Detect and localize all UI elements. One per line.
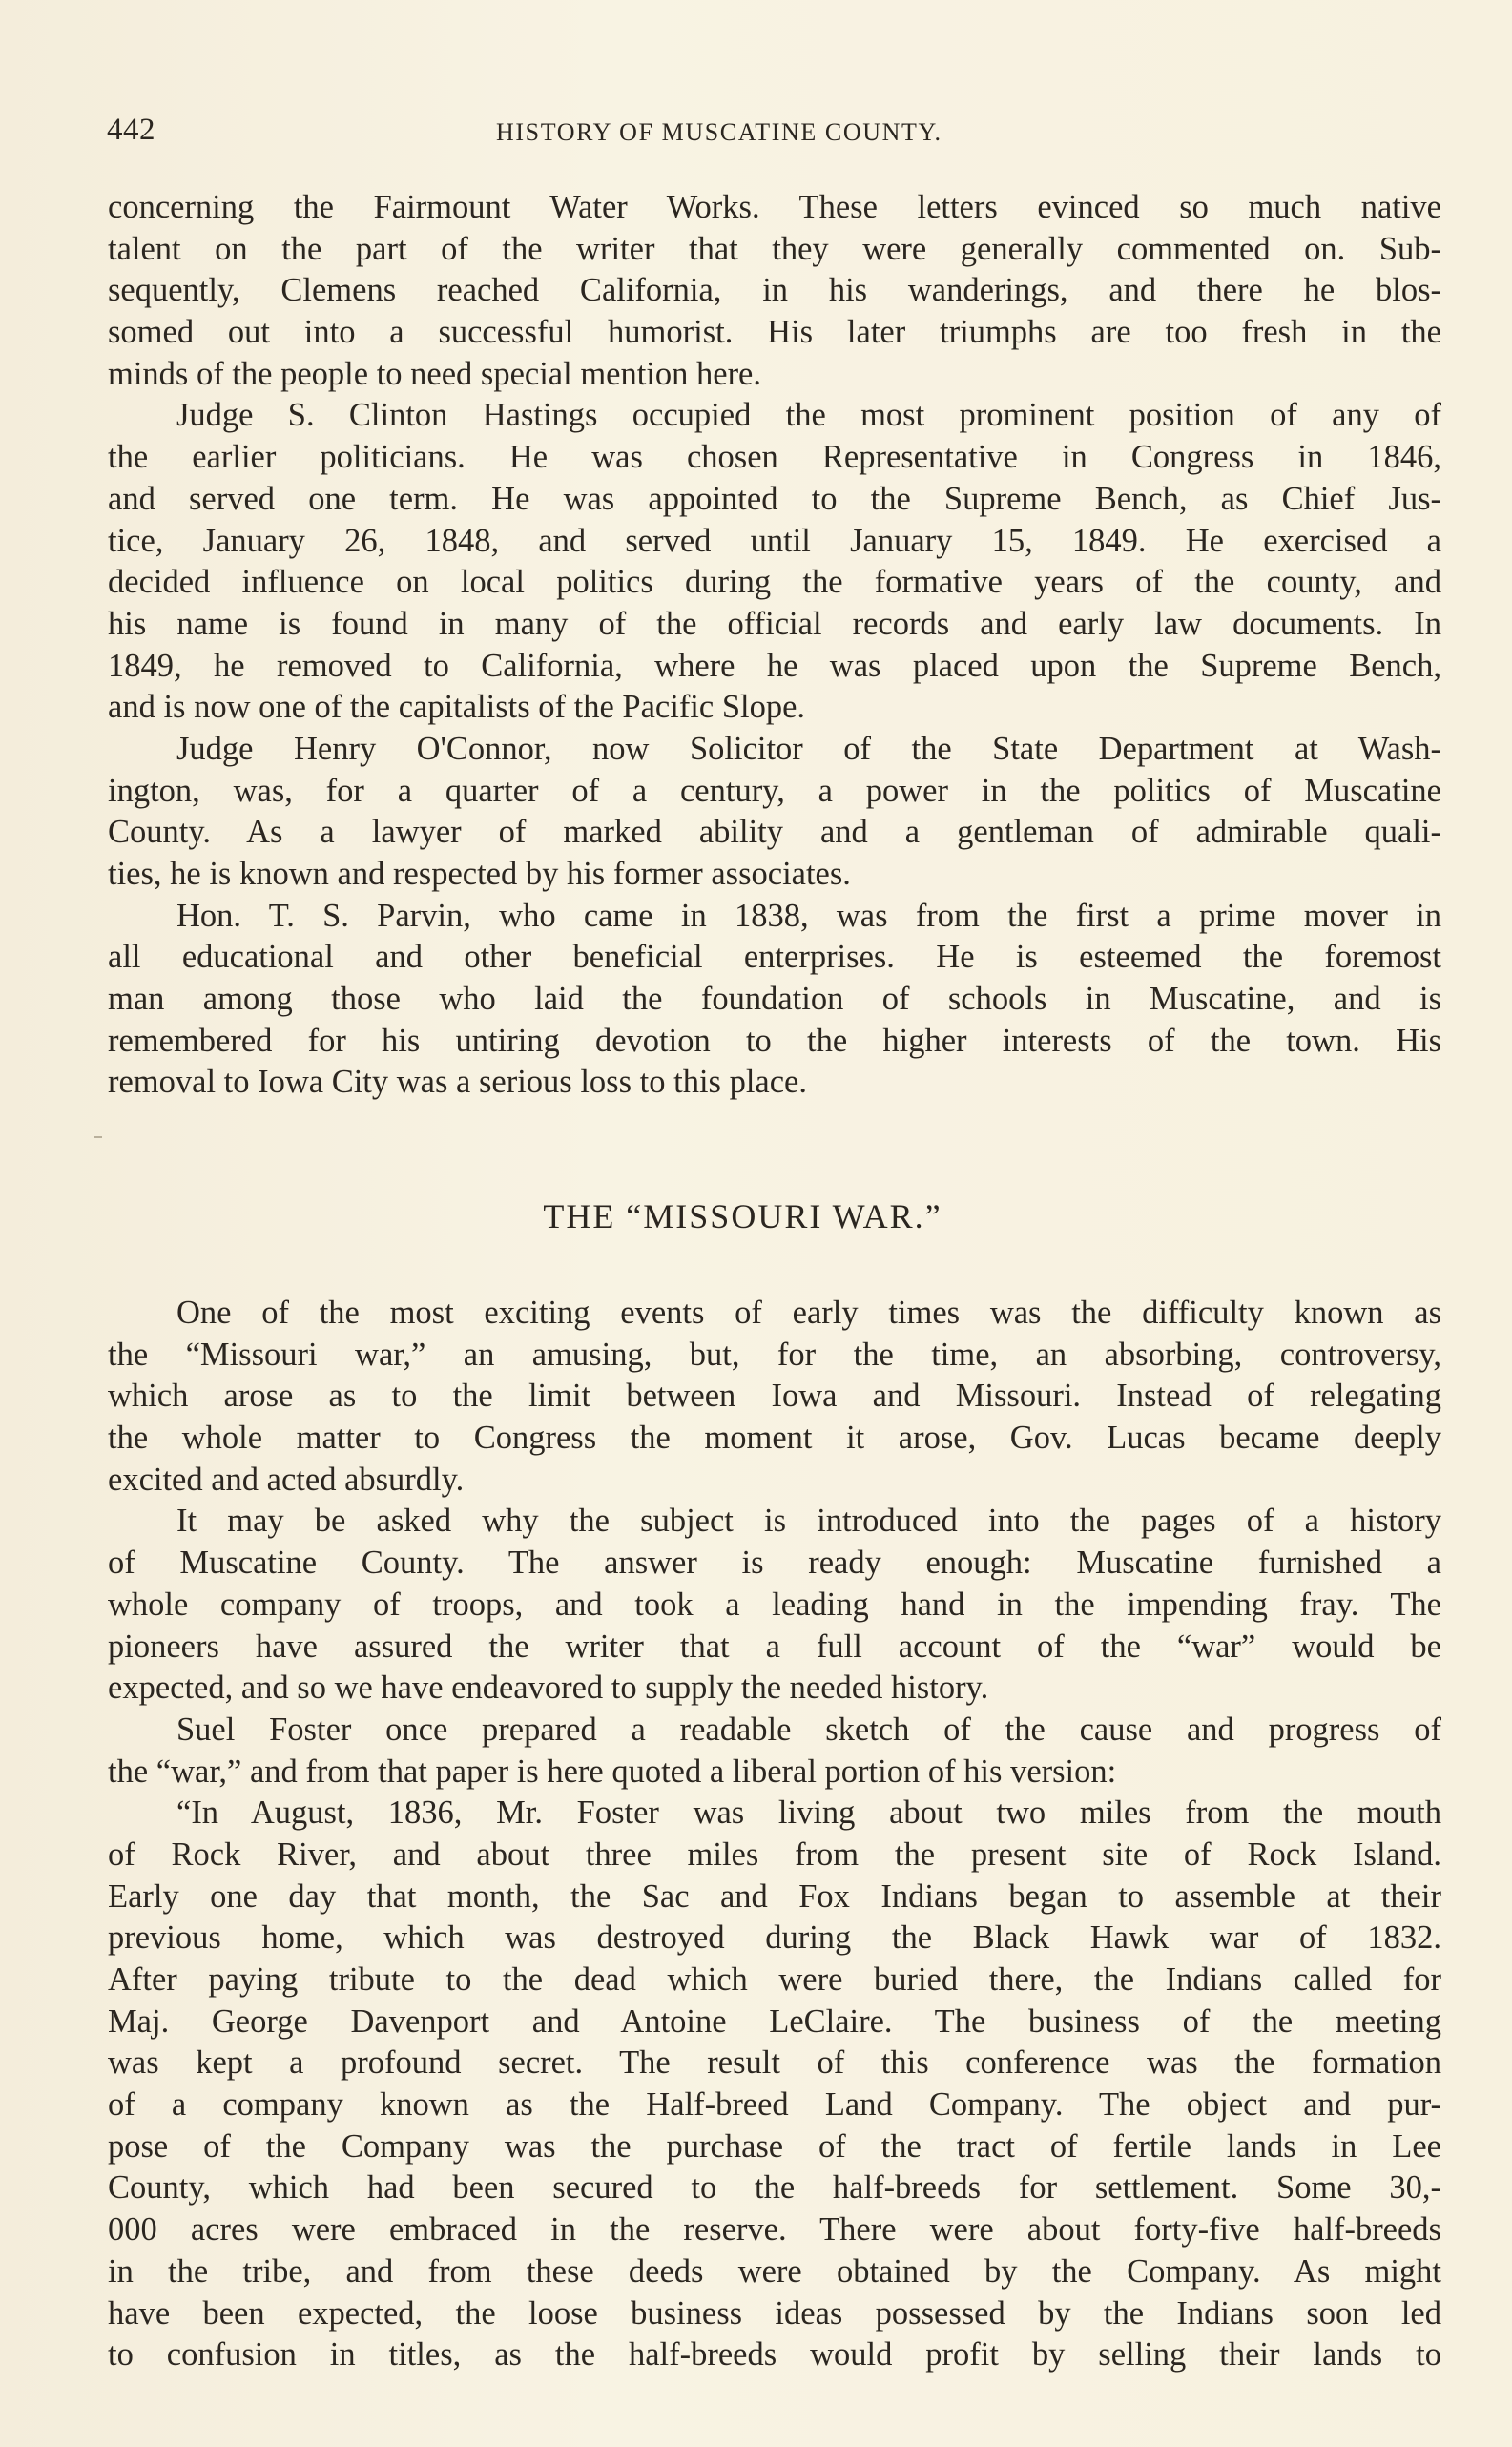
text-line: somed out into a successful humorist. His later triumphs are too fresh in the [108, 314, 1441, 351]
section-heading [0, 1196, 1512, 1236]
paragraph-first-line: Suel Foster once prepared a readable sketch of the cause and progress of [176, 1711, 1441, 1748]
text-line: removal to Iowa City was a serious loss to this place. [108, 1064, 807, 1101]
paragraph-first-line: “In August, 1836, Mr. Foster was living about two miles from the mouth [176, 1794, 1441, 1832]
text-line: ties, he is known and respected by his former associates. [108, 856, 851, 892]
text-line: in the tribe, and from these deeds were obtained by the Company. As might [108, 2252, 1441, 2290]
text-line: and served one term. He was appointed to the Supreme Bench, as Chief Jus- [108, 480, 1441, 517]
text-line: tice, January 26, 1848, and served until January 15, 1849. He exercised a [108, 522, 1441, 559]
text-line: of Rock River, and about three miles from the present site of Rock Island. [108, 1835, 1441, 1873]
running-head: HISTORY OF MUSCATINE COUNTY. [496, 118, 942, 146]
text-line: sequently, Clemens reached California, in his wanderings, and there he blos- [108, 272, 1441, 309]
text-line: talent on the part of the writer that they were generally commented on. Sub- [108, 230, 1441, 267]
text-line: pioneers have assured the writer that a full account of the “war” would be [108, 1628, 1441, 1665]
section-title: THE “MISSOURI WAR.” [543, 1197, 942, 1235]
margin-mark [94, 1136, 102, 1138]
text-block-lower [108, 1293, 1441, 2376]
paragraph-first-line: One of the most exciting events of early times was the difficulty known as [176, 1295, 1441, 1331]
text-line: his name is found in many of the official records and early law documents. In [108, 605, 1441, 642]
text-line: County, which had been secured to the half-breeds for settlement. Some 30,- [108, 2169, 1441, 2207]
text-line: all educational and other beneficial enterprises. He is esteemed the foremost [108, 939, 1441, 976]
text-line: of a company known as the Half-breed Land Company. The object and pur- [108, 2086, 1441, 2124]
text-line: After paying tribute to the dead which were buried there, the Indians called for [108, 1961, 1441, 1998]
text-line: whole company of troops, and took a leading hand in the impending fray. The [108, 1586, 1441, 1623]
page-header [107, 113, 1442, 160]
text-line: expected, and so we have endeavored to supply the needed history. [108, 1669, 989, 1707]
text-line: the whole matter to Congress the moment it arose, Gov. Lucas became deeply [108, 1420, 1441, 1457]
text-line: 1849, he removed to California, where he was placed upon the Supreme Bench, [108, 647, 1441, 684]
text-line: have been expected, the loose business ideas possessed by the Indians soon led [108, 2294, 1441, 2332]
text-line: ington, was, for a quarter of a century, a power in the politics of Muscatine [108, 772, 1441, 809]
text-line: minds of the people to need special mention here. [108, 355, 761, 392]
text-line: the earlier politicians. He was chosen Representative in Congress in 1846, [108, 439, 1441, 476]
text-line: County. As a lawyer of marked ability and a gentleman of admirable quali- [108, 814, 1441, 851]
paragraph-first-line: Judge S. Clinton Hastings occupied the most prominent position of any of [176, 397, 1441, 434]
text-line: was kept a profound secret. The result of this conference was the formation [108, 2044, 1441, 2082]
text-line: man among those who laid the foundation of schools in Muscatine, and is [108, 981, 1441, 1018]
text-line: pose of the Company was the purchase of the tract of fertile lands in Lee [108, 2127, 1441, 2165]
text-line: Early one day that month, the Sac and Fox Indians began to assemble at their [108, 1877, 1441, 1915]
text-line: remembered for his untiring devotion to the higher interests of the town. His [108, 1022, 1441, 1059]
page-number: 442 [107, 113, 155, 147]
text-line: Maj. George Davenport and Antoine LeClaire. The business of the meeting [108, 2002, 1441, 2040]
text-line: which arose as to the limit between Iowa and Missouri. Instead of relegating [108, 1378, 1441, 1415]
paragraph-first-line: It may be asked why the subject is introduced into the pages of a history [176, 1503, 1441, 1540]
text-line: excited and acted absurdly. [108, 1461, 465, 1498]
text-line: and is now one of the capitalists of the Pacific Slope. [108, 689, 806, 726]
text-line: the “Missouri war,” an amusing, but, for the time, an absorbing, controversy, [108, 1336, 1441, 1373]
text-line: to confusion in titles, as the half-breeds would profit by selling their lands to [108, 2336, 1441, 2374]
text-line: decided influence on local politics during the formative years of the county, and [108, 564, 1441, 601]
text-line: 000 acres were embraced in the reserve. There were about forty-five half-breeds [108, 2211, 1441, 2249]
text-block-upper [108, 187, 1441, 1104]
text-line: concerning the Fairmount Water Works. These letters evinced so much native [108, 189, 1441, 225]
paragraph-first-line: Hon. T. S. Parvin, who came in 1838, was from the first a prime mover in [176, 897, 1441, 934]
text-line: the “war,” and from that paper is here quoted a liberal portion of his version: [108, 1752, 1117, 1790]
text-line: previous home, which was destroyed during the Black Hawk war of 1832. [108, 1919, 1441, 1957]
paragraph-first-line: Judge Henry O'Connor, now Solicitor of the State Department at Wash- [176, 730, 1441, 767]
text-line: of Muscatine County. The answer is ready enough: Muscatine furnished a [108, 1545, 1441, 1582]
